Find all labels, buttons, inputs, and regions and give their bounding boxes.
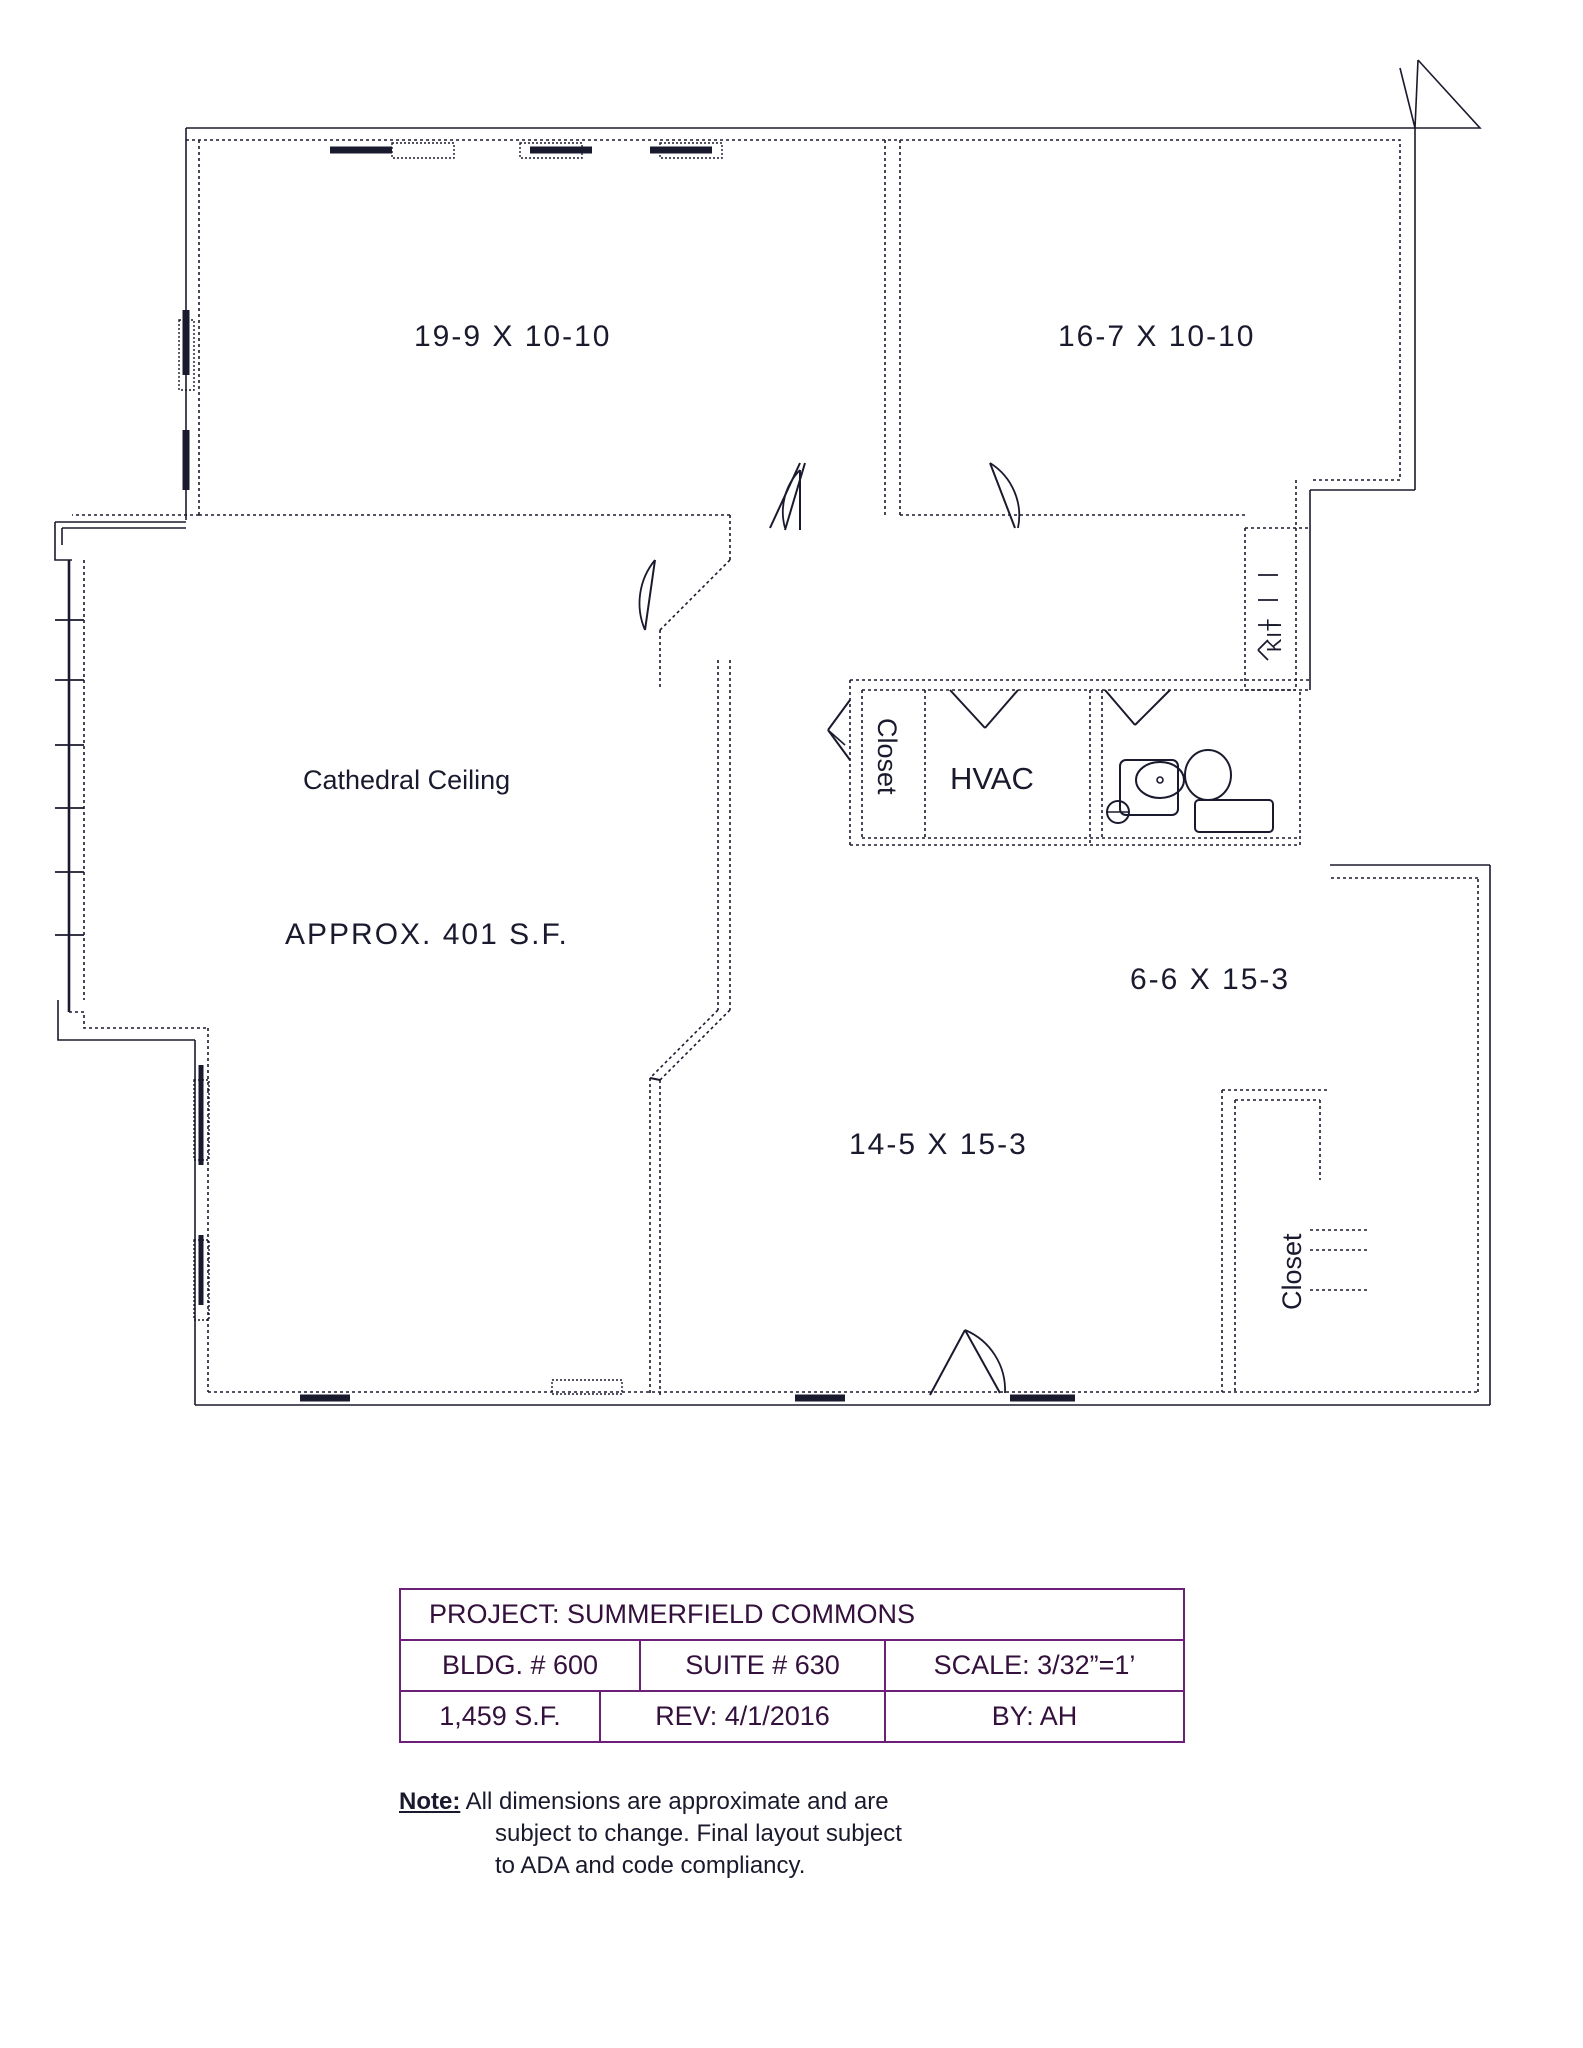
closet-center-label: Closet (872, 718, 902, 795)
note-line-2: subject to change. Final layout subject (495, 1820, 902, 1847)
note-line-1: All dimensions are approximate and are (465, 1788, 889, 1815)
title-block-row-project (401, 1590, 1183, 1641)
closet-right-label: Closet (1277, 1233, 1307, 1310)
square-footage: 1,459 S.F. (401, 1692, 601, 1741)
approximate-area-label: APPROX. 401 S.F. (285, 918, 569, 951)
bedroom-upper-right-dimensions: 16-7 X 10-10 (1058, 320, 1256, 353)
room-lower-right-dimensions: 14-5 X 15-3 (849, 1128, 1028, 1161)
bedroom-upper-left-dimensions: 19-9 X 10-10 (414, 320, 612, 353)
hvac-label: HVAC (950, 761, 1034, 796)
note-line-3: to ADA and code compliancy. (495, 1852, 806, 1879)
suite-number: SUITE # 630 (641, 1641, 886, 1690)
drawing-scale: SCALE: 3/32”=1’ (933, 1650, 1136, 1680)
cathedral-ceiling-label: Cathedral Ceiling (303, 765, 511, 795)
room-lower-right-upper-dimensions: 6-6 X 15-3 (1130, 963, 1291, 996)
note-block (399, 1786, 1099, 1882)
title-block-row-bldg (401, 1641, 1183, 1692)
title-block (399, 1588, 1185, 1743)
revision-date: REV: 4/1/2016 (601, 1692, 886, 1741)
building-number: BLDG. # 600 (401, 1641, 641, 1690)
note-label: Note: (399, 1788, 461, 1815)
kitchen-label: KIT (1264, 617, 1286, 652)
title-block-row-sf (401, 1692, 1183, 1741)
drawn-by: BY: AH (991, 1701, 1078, 1731)
project-name: PROJECT: SUMMERFIELD COMMONS (429, 1599, 916, 1629)
